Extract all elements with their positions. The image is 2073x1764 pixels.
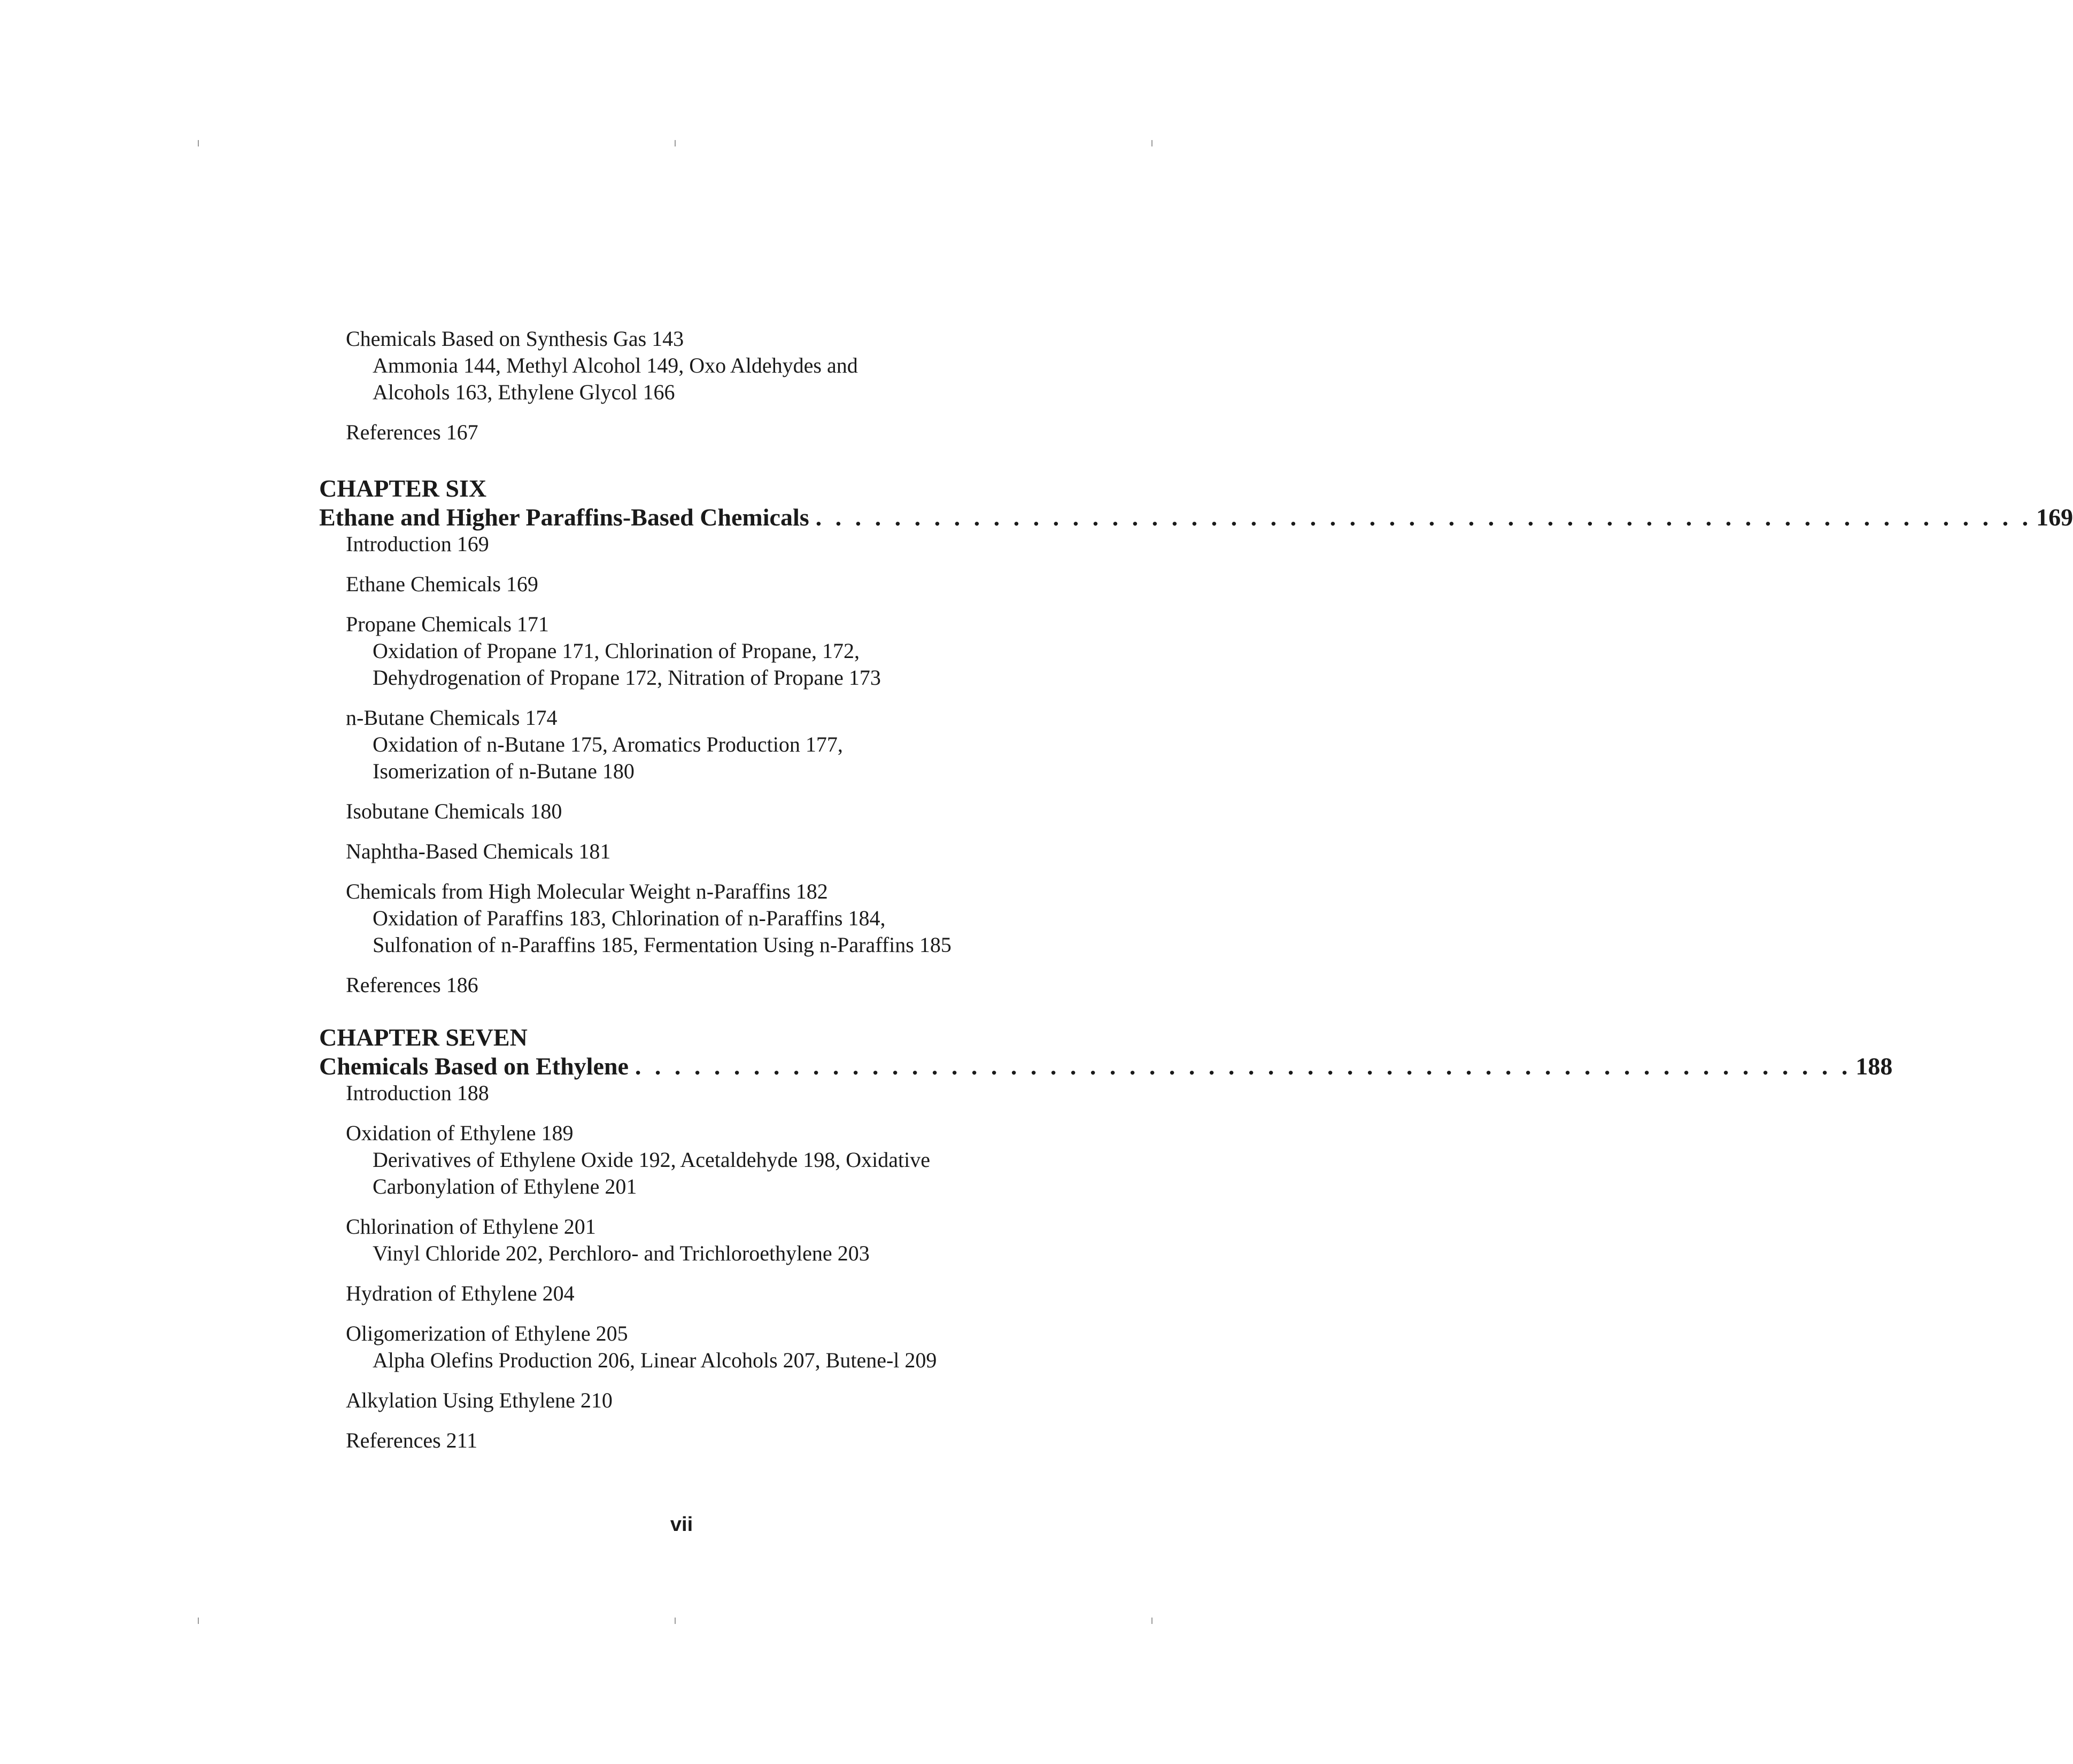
toc-subsection-high-mw-2: Sulfonation of n-Paraffins 185, Fermentation Using n-Paraffins 185 [373, 933, 952, 957]
toc-section-oligomerization-ethylene: Oligomerization of Ethylene 205 [346, 1321, 628, 1345]
toc-section-synthesis-gas: Chemicals Based on Synthesis Gas 143 [346, 327, 684, 351]
toc-subsection-propane-1: Oxidation of Propane 171, Chlorination of Propane, 172, [373, 639, 860, 663]
chapter-seven-page: 188 [1855, 1053, 1893, 1080]
toc-subsection-chlorination-1: Vinyl Chloride 202, Perchloro- and Trichloroethylene 203 [373, 1241, 870, 1265]
chapter-six-label: CHAPTER SIX [319, 475, 487, 502]
chapter-seven-title: Chemicals Based on Ethylene [319, 1053, 629, 1080]
toc-section-references-ch5: References 167 [346, 420, 478, 444]
crop-mark-bottom-right [1151, 1618, 1152, 1624]
toc-section-isobutane: Isobutane Chemicals 180 [346, 799, 562, 823]
crop-mark-bottom-center [675, 1618, 676, 1624]
toc-section-high-mw-paraffins: Chemicals from High Molecular Weight n-Paraffins 182 [346, 879, 828, 903]
crop-mark-bottom-left [198, 1618, 199, 1624]
toc-subsection-n-butane-1: Oxidation of n-Butane 175, Aromatics Production 177, [373, 732, 843, 756]
toc-section-propane: Propane Chemicals 171 [346, 612, 549, 636]
toc-subsection-synthesis-gas-2: Alcohols 163, Ethylene Glycol 166 [373, 380, 675, 404]
page-number: vii [670, 1513, 693, 1536]
toc-subsection-oxidation-1: Derivatives of Ethylene Oxide 192, Acetaldehyde 198, Oxidative [373, 1148, 931, 1172]
crop-mark-top-center [675, 140, 676, 146]
toc-section-chlorination-ethylene: Chlorination of Ethylene 201 [346, 1214, 596, 1239]
crop-mark-top-left [198, 140, 199, 146]
toc-subsection-oligomerization-1: Alpha Olefins Production 206, Linear Alcohols 207, Butene-l 209 [373, 1348, 937, 1372]
dot-leader: . . . . . . . . . . . . . . . . . . . . . . . . . . . . . . . . . . . . . . . . . . . . . . . . . . . . . . . . . . . . . . [815, 504, 2032, 531]
chapter-six-page: 169 [2036, 504, 2073, 531]
chapter-six-title: Ethane and Higher Paraffins-Based Chemicals [319, 504, 809, 531]
chapter-six-title-line [319, 503, 2073, 532]
crop-mark-top-right [1151, 140, 1152, 146]
toc-section-n-butane: n-Butane Chemicals 174 [346, 706, 558, 730]
toc-subsection-propane-2: Dehydrogenation of Propane 172, Nitration of Propane 173 [373, 666, 881, 690]
toc-section-references-ch7: References 211 [346, 1428, 478, 1452]
toc-subsection-high-mw-1: Oxidation of Paraffins 183, Chlorination of n-Paraffins 184, [373, 906, 886, 930]
toc-section-references-ch6: References 186 [346, 973, 478, 997]
toc-section-introduction-ch6: Introduction 169 [346, 532, 489, 556]
chapter-seven-label: CHAPTER SEVEN [319, 1024, 528, 1051]
toc-subsection-n-butane-2: Isomerization of n-Butane 180 [373, 759, 635, 783]
toc-section-naphtha: Naphtha-Based Chemicals 181 [346, 839, 611, 863]
toc-subsection-oxidation-2: Carbonylation of Ethylene 201 [373, 1174, 637, 1198]
toc-section-oxidation-ethylene: Oxidation of Ethylene 189 [346, 1121, 574, 1145]
toc-subsection-synthesis-gas-1: Ammonia 144, Methyl Alcohol 149, Oxo Aldehydes and [373, 353, 858, 377]
toc-section-introduction-ch7: Introduction 188 [346, 1081, 489, 1105]
toc-section-alkylation-ethylene: Alkylation Using Ethylene 210 [346, 1388, 613, 1412]
toc-section-hydration-ethylene: Hydration of Ethylene 204 [346, 1281, 575, 1305]
toc-section-ethane: Ethane Chemicals 169 [346, 572, 538, 596]
dot-leader: . . . . . . . . . . . . . . . . . . . . . . . . . . . . . . . . . . . . . . . . . . . . . . . . . . . . . . . . . . . . . . [635, 1053, 1852, 1080]
chapter-seven-title-line [319, 1052, 1893, 1081]
